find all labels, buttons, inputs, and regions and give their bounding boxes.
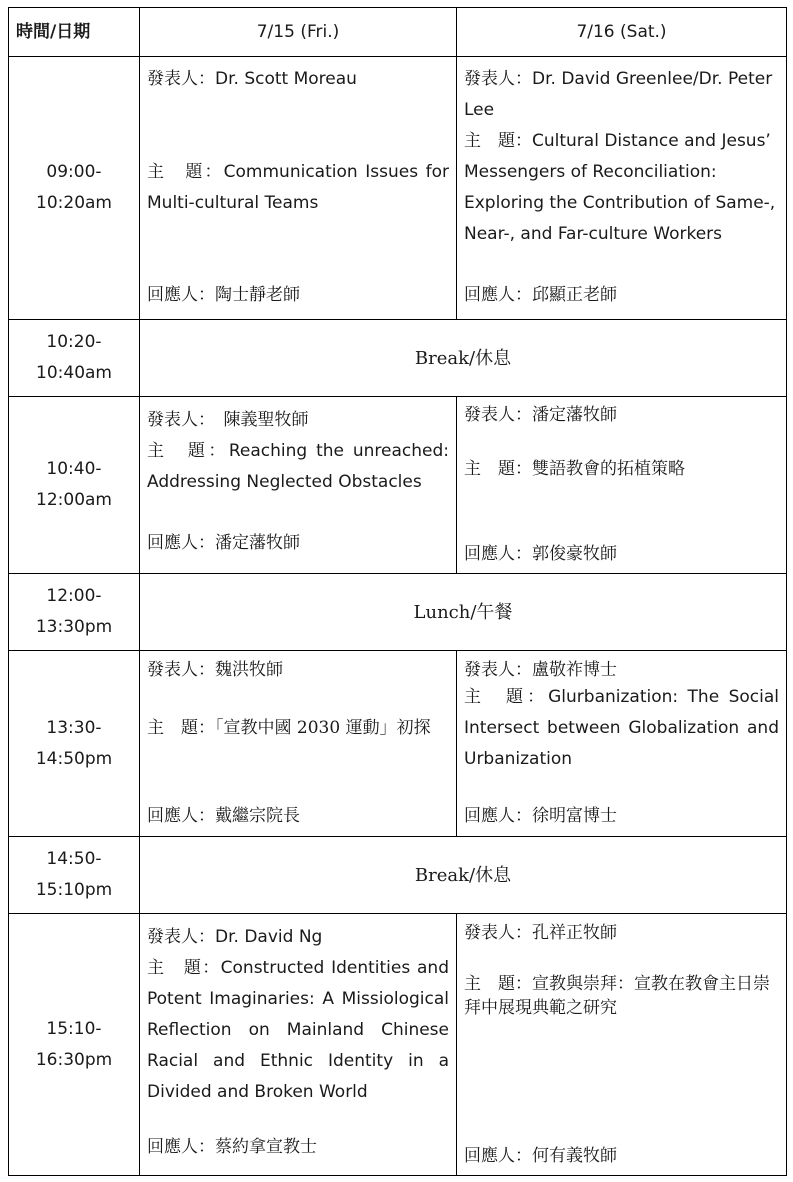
header-time-date: 時間/日期 [9, 8, 140, 57]
topic: 主 題：Reaching the unreached: Addressing Neglected Obstacles [147, 441, 449, 492]
time-start: 10:20- [46, 332, 102, 352]
header-day1: 7/15 (Fri.) [140, 8, 457, 57]
topic: 主 題：Constructed Identities and Potent Imaginaries: A Missiological Reflection on Mainland Chinese Racial and Ethnic Identity in a Divided and Broken World [147, 958, 449, 1102]
time-end: 16:30pm [35, 1049, 113, 1070]
respondent: 回應人：戴繼宗院長 [147, 806, 300, 826]
presenter: 發表人：孔祥正牧師 [464, 923, 617, 943]
break-label: Break/休息 [140, 837, 787, 914]
time-slot [9, 837, 140, 914]
day2-session [457, 397, 787, 574]
lunch-label: Lunch/午餐 [140, 574, 787, 651]
presenter: 發表人：盧敬祚博士 [464, 660, 617, 680]
session-row [9, 57, 787, 320]
time-start: 12:00- [46, 586, 102, 606]
session-row [9, 397, 787, 574]
time-end: 14:50pm [35, 748, 113, 769]
time-end: 10:40am [36, 363, 112, 383]
day2-session [457, 651, 787, 837]
day1-session [140, 397, 457, 574]
day1-session [140, 57, 457, 320]
presenter: 發表人：潘定藩牧師 [464, 405, 617, 425]
day2-session [457, 914, 787, 1176]
time-start: 14:50- [46, 849, 102, 869]
time-start: 15:10- [46, 1018, 102, 1039]
topic: 主 題：Glurbanization: The Social Intersect between Globalization and Urbanization [464, 687, 779, 769]
time-slot [9, 914, 140, 1176]
respondent: 回應人：蔡約拿宣教士 [147, 1137, 317, 1157]
day1-session [140, 914, 457, 1176]
presenter: 發表人：Dr. Scott Moreau [147, 69, 357, 89]
presenter: 發表人：Dr. David Greenlee/Dr. Peter Lee [464, 69, 773, 120]
respondent: 回應人：郭俊豪牧師 [464, 544, 617, 564]
time-slot [9, 57, 140, 320]
lunch-row [9, 574, 787, 651]
respondent: 回應人：潘定藩牧師 [147, 533, 300, 553]
time-start: 09:00- [46, 162, 102, 182]
topic: 主 題：雙語教會的拓植策略 [464, 459, 685, 479]
day1-session [140, 651, 457, 837]
time-end: 13:30pm [35, 617, 113, 637]
break-row [9, 320, 787, 397]
day2-session [457, 57, 787, 320]
time-end: 12:00am [36, 490, 112, 510]
time-slot [9, 574, 140, 651]
time-start: 10:40- [46, 459, 102, 479]
topic: 主 題：「宣教中國 2030 運動」初探 [147, 718, 431, 738]
presenter: 發表人：魏洪牧師 [147, 660, 283, 680]
time-slot [9, 320, 140, 397]
presenter: 發表人：Dr. David Ng [147, 927, 323, 947]
time-start: 13:30- [46, 717, 102, 738]
time-slot [9, 651, 140, 837]
header-day2: 7/16 (Sat.) [457, 8, 787, 57]
respondent: 回應人：邱顯正老師 [464, 285, 617, 305]
topic: 主 題：Communication Issues for Multi-cultural Teams [147, 162, 449, 213]
time-end: 10:20am [36, 193, 112, 213]
time-slot [9, 397, 140, 574]
topic: 主 題：Cultural Distance and Jesus’ Messengers of Reconciliation: Exploring the Contribution of Same-, Near-, and Far-culture Workers [464, 131, 776, 244]
respondent: 回應人：何有義牧師 [464, 1146, 617, 1166]
break-label: Break/休息 [140, 320, 787, 397]
session-row [9, 914, 787, 1176]
presenter: 發表人： 陳義聖牧師 [147, 410, 309, 430]
time-end: 15:10pm [35, 880, 113, 900]
header-row [9, 8, 787, 57]
respondent: 回應人：徐明富博士 [464, 806, 617, 826]
topic: 主 題：宣教與崇拜：宣教在教會主日崇拜中展現典範之研究 [464, 974, 770, 1018]
break-row [9, 837, 787, 914]
session-row [9, 651, 787, 837]
respondent: 回應人：陶士靜老師 [147, 285, 300, 305]
schedule-table [8, 7, 787, 1176]
